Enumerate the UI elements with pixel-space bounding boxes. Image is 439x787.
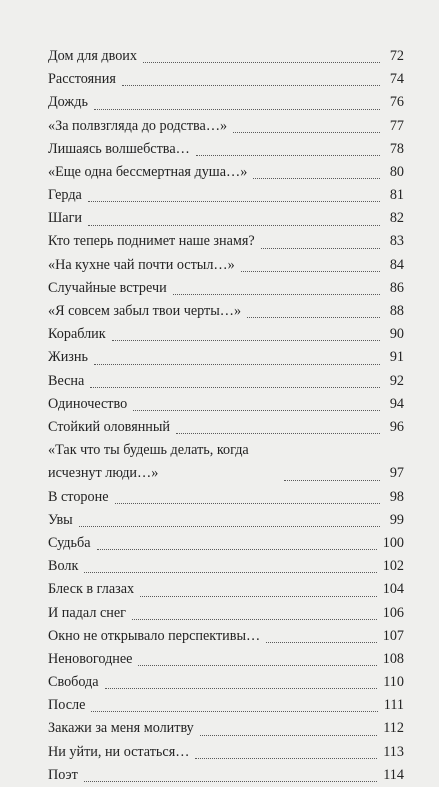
toc-entry-page-number: 99 <box>389 511 404 528</box>
toc-entry-page-number: 78 <box>389 140 404 157</box>
toc-entry <box>48 416 404 439</box>
toc-entry <box>48 91 404 114</box>
dot-leader <box>173 294 380 295</box>
dot-leader <box>241 271 380 272</box>
toc-entry <box>48 578 404 601</box>
toc-entry <box>48 323 404 346</box>
dot-leader <box>200 735 377 736</box>
toc-entry-page-number: 86 <box>389 279 404 296</box>
toc-entry-title: Кто теперь поднимет наше знамя? <box>48 233 255 250</box>
toc-entry <box>48 717 404 740</box>
toc-entry <box>48 439 404 485</box>
dot-leader <box>253 178 380 179</box>
toc-entry <box>48 532 404 555</box>
toc-entry-page-number: 106 <box>382 604 404 621</box>
toc-entry-page-number: 111 <box>383 697 404 714</box>
toc-entry <box>48 45 404 68</box>
dot-leader <box>84 781 377 782</box>
toc-entry-page-number: 107 <box>382 627 404 644</box>
toc-entry-title: Судьба <box>48 534 91 551</box>
toc-entry-title: «Еще одна бессмертная душа…» <box>48 163 248 180</box>
toc-entry <box>48 741 404 764</box>
dot-leader <box>115 503 381 504</box>
toc-entry-page-number: 72 <box>389 47 404 64</box>
toc-entry <box>48 277 404 300</box>
toc-entry <box>48 68 404 91</box>
toc-entry-title: «Так что ты будешь делать, когда исчезнут люди…» <box>48 442 249 482</box>
toc-entry-page-number: 83 <box>389 233 404 250</box>
toc-entry-page-number: 84 <box>389 256 404 273</box>
toc-entry-title: Ни уйти, ни остаться… <box>48 743 190 760</box>
toc-entry-title: «За полвзгляда до родства…» <box>48 117 228 134</box>
toc-entry <box>48 602 404 625</box>
dot-leader <box>94 109 380 110</box>
toc-entry <box>48 648 404 671</box>
toc-entry <box>48 300 404 323</box>
dot-leader <box>261 248 380 249</box>
dot-leader <box>196 155 380 156</box>
toc-entry-page-number: 114 <box>383 766 404 783</box>
toc-entry-title: Кораблик <box>48 326 106 343</box>
toc-entry <box>48 138 404 161</box>
dot-leader <box>88 225 380 226</box>
toc-entry-title: Жизнь <box>48 349 88 366</box>
toc-entry-title: «На кухне чай почти остыл…» <box>48 256 235 273</box>
toc-entry-title: В стороне <box>48 488 109 505</box>
toc-entry-page-number: 102 <box>382 558 404 575</box>
toc-entry-page-number: 81 <box>389 187 404 204</box>
toc-entry-title: Свобода <box>48 674 99 691</box>
dot-leader <box>88 201 380 202</box>
toc-entry-page-number: 90 <box>389 326 404 343</box>
toc-entry <box>48 370 404 393</box>
toc-entry-title: Шаги <box>48 210 83 227</box>
toc-entry-title: Стойкий оловянный <box>48 418 171 435</box>
toc-entry-page-number: 104 <box>382 581 404 598</box>
toc-entry-title: Волк <box>48 558 79 575</box>
dot-leader <box>84 572 376 573</box>
dot-leader <box>112 340 380 341</box>
dot-leader <box>176 433 380 434</box>
dot-leader <box>284 480 380 481</box>
toc-entry <box>48 393 404 416</box>
toc-entry <box>48 486 404 509</box>
toc-entry-page-number: 97 <box>389 465 404 482</box>
toc-entry-page-number: 92 <box>389 372 404 389</box>
dot-leader <box>143 62 380 63</box>
dot-leader <box>138 665 376 666</box>
toc-entry-title: «Я совсем забыл твои черты…» <box>48 303 242 320</box>
toc-entry <box>48 161 404 184</box>
toc-entry <box>48 764 404 787</box>
dot-leader <box>97 549 377 550</box>
dot-leader <box>132 619 377 620</box>
dot-leader <box>79 526 380 527</box>
toc-entry <box>48 694 404 717</box>
toc-entry <box>48 254 404 277</box>
toc-entry-title: Поэт <box>48 766 78 783</box>
toc-entry <box>48 509 404 532</box>
toc-entry-title: Блеск в глазах <box>48 581 135 598</box>
dot-leader <box>133 410 380 411</box>
toc-entry <box>48 625 404 648</box>
toc-entry-page-number: 91 <box>389 349 404 366</box>
dot-leader <box>247 317 380 318</box>
toc-entry-page-number: 108 <box>382 650 404 667</box>
toc-entry-page-number: 94 <box>389 395 404 412</box>
toc-entry-page-number: 113 <box>383 743 404 760</box>
toc-entry <box>48 115 404 138</box>
toc-entry-page-number: 112 <box>383 720 404 737</box>
toc-entry-page-number: 98 <box>389 488 404 505</box>
dot-leader <box>233 132 380 133</box>
toc-entry-title: Дождь <box>48 94 88 111</box>
dot-leader <box>122 85 380 86</box>
dot-leader <box>91 711 377 712</box>
toc-entry-title: Герда <box>48 187 82 204</box>
toc-entry-title: Лишаясь волшебства… <box>48 140 190 157</box>
toc-entry-page-number: 82 <box>389 210 404 227</box>
toc-entry-title: Дом для двоих <box>48 47 137 64</box>
toc-entry-page-number: 77 <box>389 117 404 134</box>
toc-entry <box>48 184 404 207</box>
toc-entry-title: И падал снег <box>48 604 126 621</box>
toc-entry-title: Окно не открывало перспективы… <box>48 627 261 644</box>
dot-leader <box>195 758 377 759</box>
toc-entry-page-number: 74 <box>389 71 404 88</box>
toc-entry-title: Случайные встречи <box>48 279 167 296</box>
toc-entry-page-number: 96 <box>389 418 404 435</box>
dot-leader <box>105 688 378 689</box>
toc-entry-title: Расстояния <box>48 71 116 88</box>
toc-entry <box>48 555 404 578</box>
toc-entry-page-number: 80 <box>389 163 404 180</box>
toc-entry-page-number: 100 <box>382 534 404 551</box>
dot-leader <box>266 642 377 643</box>
toc-entry <box>48 207 404 230</box>
toc-entry-page-number: 110 <box>383 674 404 691</box>
toc-entry-title: Закажи за меня молитву <box>48 720 194 737</box>
table-of-contents <box>48 45 404 787</box>
toc-entry <box>48 346 404 369</box>
toc-entry <box>48 231 404 254</box>
toc-entry-title: Увы <box>48 511 73 528</box>
toc-entry-title: После <box>48 697 86 714</box>
dot-leader <box>94 364 380 365</box>
toc-entry-page-number: 88 <box>389 303 404 320</box>
toc-entry-page-number: 76 <box>389 94 404 111</box>
toc-entry-title: Весна <box>48 372 85 389</box>
dot-leader <box>140 596 377 597</box>
toc-entry-title: Одиночество <box>48 395 128 412</box>
dot-leader <box>90 387 380 388</box>
toc-entry <box>48 671 404 694</box>
toc-entry-title: Неновогоднее <box>48 650 133 667</box>
